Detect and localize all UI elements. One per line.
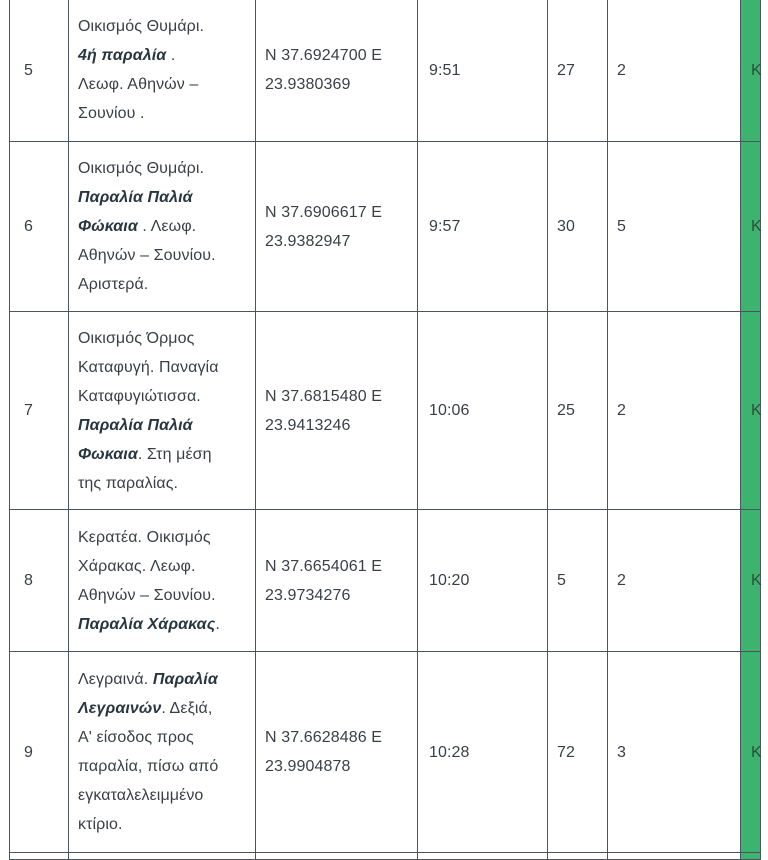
description-line (78, 411, 255, 440)
longitude-text: 23.9380369 (265, 76, 351, 93)
site-number: 6 (10, 142, 69, 312)
description-line (78, 610, 255, 639)
table-row (10, 142, 761, 312)
description-text: Λεγραινά. (78, 671, 153, 688)
description-line (78, 353, 255, 382)
description-line (78, 665, 255, 694)
latitude-text: N 37.6815480 E (265, 387, 383, 405)
description-line (78, 70, 255, 99)
description-line (78, 752, 255, 781)
description-text: κτίριο. (78, 816, 123, 833)
site-description (69, 142, 256, 312)
quality-cell: K (741, 312, 761, 510)
description-text: παραλία, πίσω από (78, 758, 219, 775)
latitude-text: N 37.6906617 E (265, 203, 383, 221)
description-text: της παραλίας. (78, 474, 179, 492)
site-number: 7 (10, 312, 69, 510)
value-column-a: 72 (548, 652, 608, 853)
description-text: Χάρακας. Λεωφ. (78, 557, 196, 575)
longitude-text: 23.9413246 (265, 416, 351, 434)
empty-cell (608, 853, 741, 860)
description-text: Οικισμός Θυμάρι. (78, 160, 205, 177)
quality-cell: K (741, 0, 761, 142)
beach-name-emphasis: Λεγραινών (78, 700, 162, 717)
site-coordinates (256, 510, 418, 652)
description-text: Σουνίου . (78, 105, 145, 122)
description-line (78, 154, 255, 183)
beach-name-emphasis: 4ή παραλία (78, 47, 167, 64)
description-line (78, 523, 255, 552)
empty-cell (10, 853, 69, 860)
empty-cell (69, 853, 256, 860)
sample-time: 10:20 (418, 510, 548, 652)
description-line (78, 552, 255, 581)
empty-cell (548, 853, 608, 860)
site-number: 8 (10, 510, 69, 652)
quality-cell (741, 853, 761, 860)
description-line (78, 41, 255, 70)
value-column-b: 2 (608, 312, 741, 510)
description-text: Καταφυγή. Παναγία (78, 358, 219, 376)
description-line (78, 781, 255, 810)
description-line (78, 810, 255, 839)
value-column-a: 5 (548, 510, 608, 652)
empty-cell (418, 853, 548, 860)
description-text: . Λεωφ. (137, 218, 197, 235)
site-description (69, 652, 256, 853)
value-column-b: 2 (608, 0, 741, 142)
beach-name-emphasis: Παραλία (152, 671, 218, 688)
latitude-text: N 37.6654061 E (265, 557, 383, 575)
description-line (78, 270, 255, 299)
site-number: 5 (10, 0, 69, 142)
quality-cell: K (741, 510, 761, 652)
table-row (10, 312, 761, 510)
description-line (78, 241, 255, 270)
beach-name-emphasis: Παραλία Χάρακας (78, 615, 216, 633)
description-text: . Δεξιά, (161, 700, 213, 717)
value-column-b: 3 (608, 652, 741, 853)
latitude-text: N 37.6628486 E (265, 729, 383, 746)
value-column-b: 2 (608, 510, 741, 652)
quality-cell: K (741, 142, 761, 312)
value-column-a: 30 (548, 142, 608, 312)
site-description (69, 312, 256, 510)
site-coordinates (256, 312, 418, 510)
description-text: εγκαταλελειμμένο (78, 787, 204, 804)
site-coordinates (256, 142, 418, 312)
description-line (78, 12, 255, 41)
description-line (78, 212, 255, 241)
sampling-sites-table (9, 0, 761, 860)
quality-cell: K (741, 652, 761, 853)
site-coordinates (256, 652, 418, 853)
table-row (10, 652, 761, 853)
table-row (10, 0, 761, 142)
description-line (78, 694, 255, 723)
description-text: Κερατέα. Οικισμός (78, 528, 211, 546)
description-text: . (166, 47, 176, 64)
description-text: Οικισμός Θυμάρι. (78, 18, 205, 35)
table-row-cut-off (10, 853, 761, 860)
description-line (78, 382, 255, 411)
beach-name-emphasis: Παραλία Παλιά (78, 416, 193, 434)
sample-time: 9:57 (418, 142, 548, 312)
site-coordinates (256, 0, 418, 142)
beach-name-emphasis: Φωκαια (78, 445, 138, 463)
description-line (78, 183, 255, 212)
description-text: Λεωφ. Αθηνών – (78, 76, 199, 93)
sample-time: 10:28 (418, 652, 548, 853)
description-line (78, 324, 255, 353)
beach-name-emphasis: Φώκαια (78, 218, 138, 235)
description-text: . (215, 615, 220, 633)
description-text: Αθηνών – Σουνίου. (78, 586, 216, 604)
description-line (78, 99, 255, 128)
table-row (10, 510, 761, 652)
beach-name-emphasis: Παραλία Παλιά (78, 189, 193, 206)
description-line (78, 581, 255, 610)
description-text: . Στη μέση (137, 445, 212, 463)
description-text: Α' είσοδος προς (78, 729, 194, 746)
description-text: Οικισμός Όρμος (78, 329, 195, 347)
site-description (69, 510, 256, 652)
latitude-text: N 37.6924700 E (265, 47, 383, 64)
longitude-text: 23.9904878 (265, 758, 351, 775)
longitude-text: 23.9734276 (265, 586, 351, 604)
sample-time: 9:51 (418, 0, 548, 142)
value-column-a: 27 (548, 0, 608, 142)
description-line (78, 723, 255, 752)
description-line (78, 440, 255, 469)
site-number: 9 (10, 652, 69, 853)
value-column-b: 5 (608, 142, 741, 312)
table-body (10, 0, 761, 860)
value-column-a: 25 (548, 312, 608, 510)
description-text: Αθηνών – Σουνίου. (78, 247, 216, 264)
description-text: Καταφυγιώτισσα. (78, 387, 201, 405)
description-text: Αριστερά. (78, 276, 149, 293)
empty-cell (256, 853, 418, 860)
site-description (69, 0, 256, 142)
sample-time: 10:06 (418, 312, 548, 510)
description-line (78, 469, 255, 498)
longitude-text: 23.9382947 (265, 232, 351, 250)
